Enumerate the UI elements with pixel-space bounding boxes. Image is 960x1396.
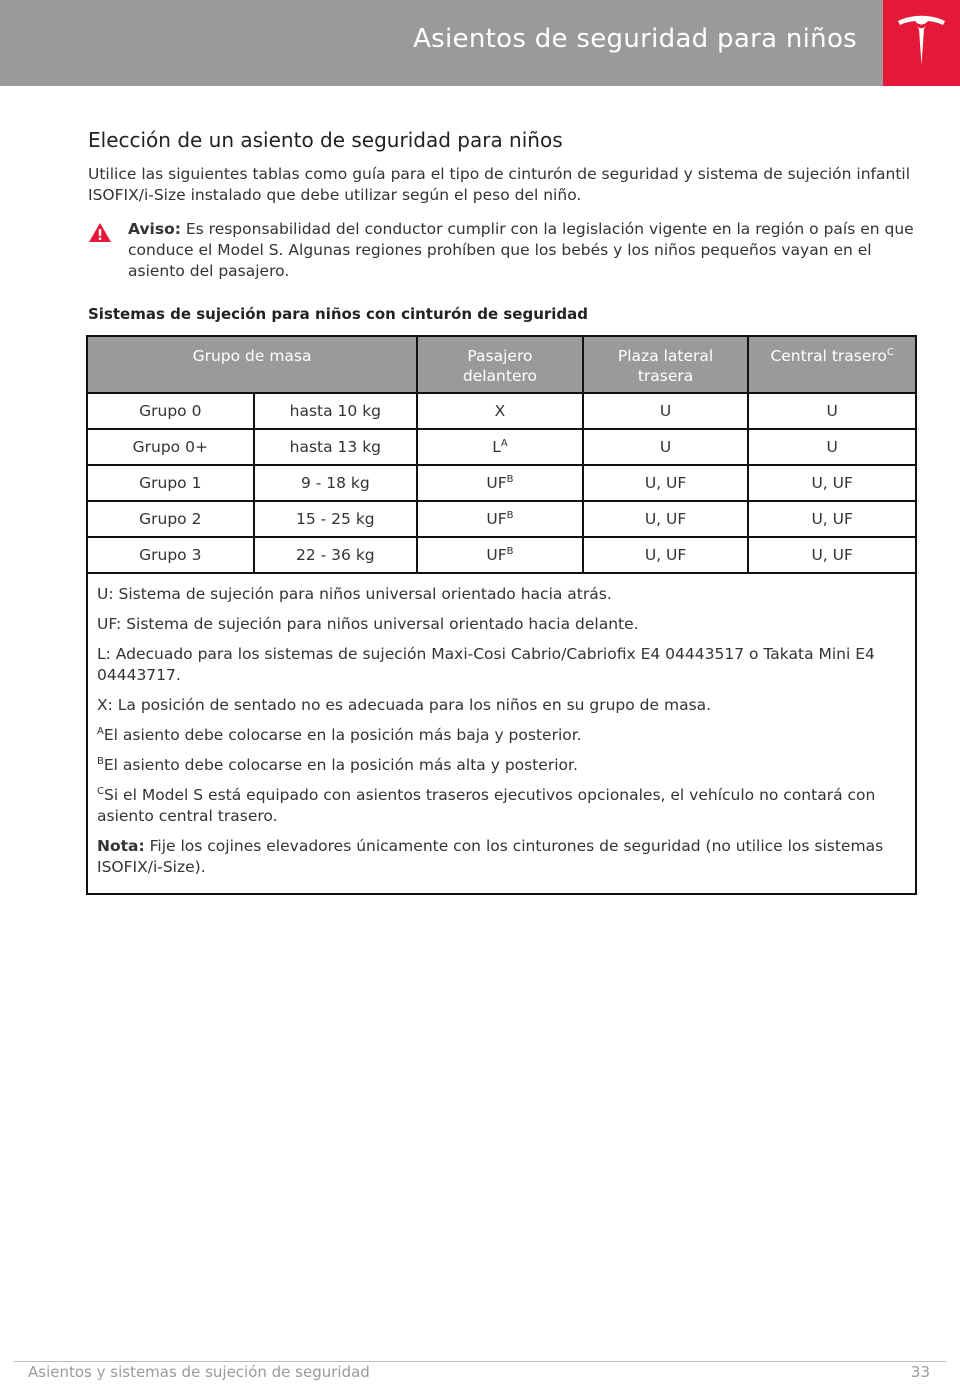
cell-center: U [748,429,916,465]
cell-front [417,465,583,501]
cell-weight: 15 - 25 kg [254,501,418,537]
warning-text [128,219,918,282]
warning-box [88,219,918,282]
cell-weight: hasta 10 kg [254,393,418,429]
cell-front-value: X [494,402,506,420]
table-row [87,501,916,537]
header-front-line1: Pasajero [467,347,533,365]
header-side-line2: trasera [637,367,694,385]
header-mass-group: Grupo de masa [87,336,417,393]
header-rear-center [748,336,916,393]
cell-center: U, UF [748,465,916,501]
nota-label: Nota: [97,837,145,855]
cell-front-value: UF [486,546,507,564]
note-a-text: El asiento debe colocarse en la posición más baja y posterior. [103,726,582,744]
cell-weight: hasta 13 kg [254,429,418,465]
cell-front-sup: B [506,546,514,557]
cell-side: U, UF [583,465,749,501]
nota-text: Fije los cojines elevadores únicamente con los cinturones de seguridad (no utilice los sistemas ISOFIX/i-Size). [97,837,884,876]
cell-center: U [748,393,916,429]
cell-front-value: UF [486,510,507,528]
table-notes-row [87,573,916,894]
table-row [87,429,916,465]
note-b-text: El asiento debe colocarse en la posición más alta y posterior. [103,756,578,774]
chapter-title: Asientos de seguridad para niños [413,24,857,54]
cell-front-sup: B [506,474,514,485]
cell-front-value: UF [486,474,507,492]
note-b [97,755,906,776]
cell-group: Grupo 0 [87,393,254,429]
note-uf: UF: Sistema de sujeción para niños universal orientado hacia delante. [97,615,639,633]
note-l: L: Adecuado para los sistemas de sujeción Maxi-Cosi Cabrio/Cabriofix E4 04443517 o Takata Mini E4 04443717. [97,645,875,684]
cell-center: U, UF [748,537,916,573]
logo-box [883,0,960,86]
page-number: 33 [910,1363,930,1381]
cell-center: U, UF [748,501,916,537]
cell-side: U [583,429,749,465]
cell-front-value: L [492,438,501,456]
note-a [97,725,906,746]
table-header-row [87,336,916,393]
cell-side: U, UF [583,537,749,573]
note-nota [97,836,906,878]
cell-side: U, UF [583,501,749,537]
content [88,128,918,323]
header-front-passenger [417,336,583,393]
note-u: U: Sistema de sujeción para niños universal orientado hacia atrás. [97,585,612,603]
cell-front [417,429,583,465]
note-a-sup: A [97,726,104,737]
warning-label: Aviso: [128,220,181,238]
cell-front [417,537,583,573]
tesla-logo-icon [896,15,947,67]
cell-front [417,393,583,429]
table-subheading: Sistemas de sujeción para niños con cinturón de seguridad [88,305,589,323]
note-x: X: La posición de sentado no es adecuada para los niños en su grupo de masa. [97,696,712,714]
cell-front-sup: A [500,438,508,449]
cell-group: Grupo 0+ [87,429,254,465]
header-rear-side [583,336,749,393]
table-row [87,465,916,501]
header-side-line1: Plaza lateral [617,347,714,365]
intro-paragraph: Utilice las siguientes tablas como guía para el tipo de cinturón de seguridad y sistema de sujeción infantil ISOFIX/i-Size instalado que debe utilizar según el peso del niño. [88,165,911,204]
table-row [87,537,916,573]
note-c-text: Si el Model S está equipado con asientos traseros ejecutivos opcionales, el vehículo no contará con asiento central trasero. [97,786,876,825]
cell-weight: 9 - 18 kg [254,465,418,501]
section-title: Elección de un asiento de seguridad para niños [88,128,563,152]
footer-divider [14,1361,946,1362]
header-center-sup: C [886,347,894,358]
page-header [0,0,960,86]
header-front-line2: delantero [462,367,537,385]
note-b-sup: B [97,756,104,767]
warning-body: Es responsabilidad del conductor cumplir con la legislación vigente en la región o país en que conduce el Model S. Algunas regiones prohíben que los bebés y los niños pequeños vayan en el asiento del pasajero. [128,220,914,280]
header-center-label: Central trasero [770,347,887,365]
cell-weight: 22 - 36 kg [254,537,418,573]
cell-group: Grupo 3 [87,537,254,573]
cell-group: Grupo 2 [87,501,254,537]
warning-triangle-icon [88,222,112,243]
footer-chapter: Asientos y sistemas de sujeción de seguridad [28,1363,370,1381]
cell-group: Grupo 1 [87,465,254,501]
child-restraint-table [86,335,917,895]
cell-side: U [583,393,749,429]
note-c [97,785,906,827]
table-notes [87,573,916,894]
cell-front [417,501,583,537]
table-row [87,393,916,429]
note-c-sup: C [97,786,104,797]
cell-front-sup: B [506,510,514,521]
